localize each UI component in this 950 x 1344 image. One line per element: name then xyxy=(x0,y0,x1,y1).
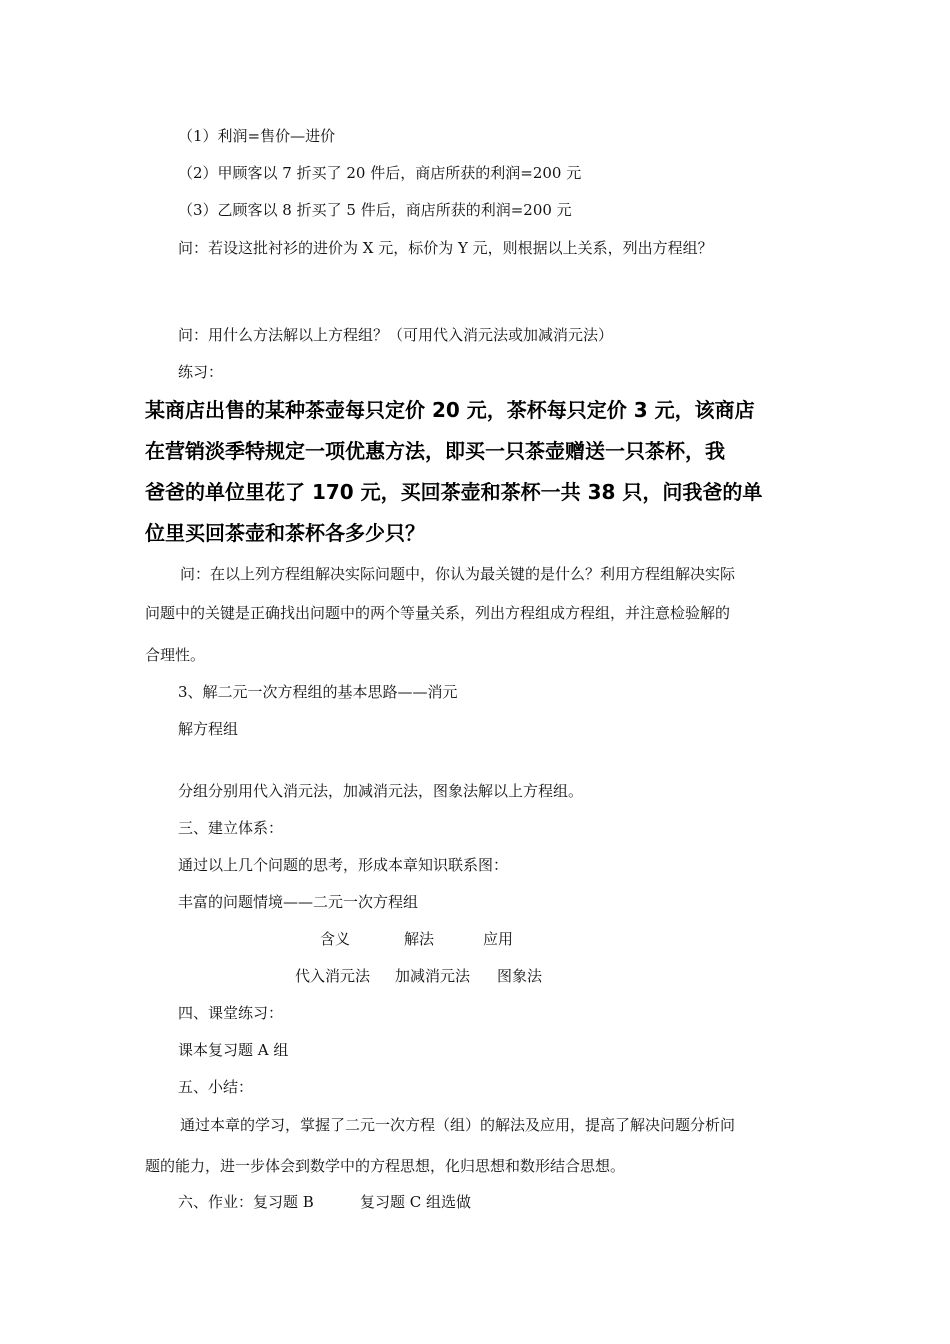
section-3-title: 3、解二元一次方程组的基本思路——消元 xyxy=(178,683,458,701)
diagram-branch-application: 应用 xyxy=(483,930,514,948)
section-3-sub: 解方程组 xyxy=(178,720,239,738)
problem-line-4: 位里买回茶壶和茶杯各多少只？ xyxy=(145,521,425,545)
practice-title: 四、课堂练习： xyxy=(178,1004,284,1022)
condition-3: （3）乙顾客以 8 折买了 5 件后，商店所获的利润=200 元 xyxy=(178,201,572,219)
diagram-method-elimination: 加减消元法 xyxy=(395,967,471,985)
question-setup: 问：若设这批衬衫的进价为 X 元，标价为 Y 元，则根据以上关系，列出方程组？ xyxy=(178,239,713,257)
problem-line-2: 在营销淡季特规定一项优惠方法，即买一只茶壶赠送一只茶杯，我 xyxy=(145,439,725,463)
summary-line-1: 通过本章的学习，掌握了二元一次方程（组）的解法及应用，提高了解决问题分析问 xyxy=(180,1116,736,1134)
diagram-method-graph: 图象法 xyxy=(497,967,543,985)
condition-2: （2）甲顾客以 7 折买了 20 件后，商店所获的利润=200 元 xyxy=(178,164,582,182)
condition-1: （1）利润=售价—进价 xyxy=(178,127,336,145)
build-system-intro: 通过以上几个问题的思考，形成本章知识联系图： xyxy=(178,856,509,874)
discussion-line-3: 合理性。 xyxy=(145,646,206,664)
summary-title: 五、小结： xyxy=(178,1078,254,1096)
exercise-label: 练习： xyxy=(178,363,224,381)
homework-label: 六、作业：复习题 B xyxy=(178,1193,314,1211)
question-method: 问：用什么方法解以上方程组？（可用代入消元法或加减消元法） xyxy=(178,326,614,344)
problem-line-3: 爸爸的单位里花了 170 元，买回茶壶和茶杯一共 38 只，问我爸的单 xyxy=(145,480,763,504)
discussion-line-2: 问题中的关键是正确找出问题中的两个等量关系，列出方程组成方程组，并注意检验解的 xyxy=(145,604,731,622)
section-3-group: 分组分别用代入消元法，加减消元法，图象法解以上方程组。 xyxy=(178,782,584,800)
diagram-method-substitution: 代入消元法 xyxy=(295,967,371,985)
homework-extra: 复习题 C 组选做 xyxy=(360,1193,472,1211)
diagram-branch-solution: 解法 xyxy=(404,930,435,948)
discussion-line-1: 问：在以上列方程组解决实际问题中，你认为最关键的是什么？利用方程组解决实际 xyxy=(180,565,736,583)
diagram-root: 丰富的问题情境——二元一次方程组 xyxy=(178,893,419,911)
build-system-title: 三、建立体系： xyxy=(178,819,284,837)
summary-line-2: 题的能力，进一步体会到数学中的方程思想，化归思想和数形结合思想。 xyxy=(145,1157,626,1175)
problem-line-1: 某商店出售的某种茶壶每只定价 20 元，茶杯每只定价 3 元，该商店 xyxy=(145,398,755,422)
diagram-branch-meaning: 含义 xyxy=(320,930,351,948)
practice-content: 课本复习题 A 组 xyxy=(178,1041,289,1059)
